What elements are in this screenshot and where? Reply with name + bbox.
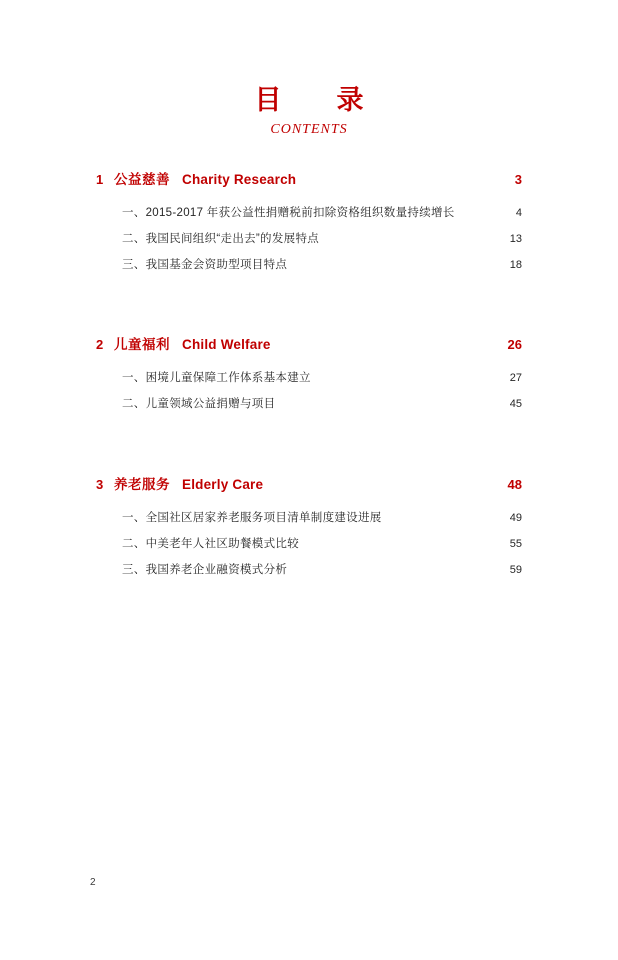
toc-chapter-entry[interactable] [96,465,522,499]
section-label: 一、全国社区居家养老服务项目清单制度建设进展 [122,511,382,524]
toc-section-entry[interactable] [96,531,522,557]
chapter-title-en: Charity Research [182,171,297,187]
page-title: 目 录 [254,85,378,115]
toc-section-entry[interactable] [96,391,522,417]
toc-chapter-entry[interactable] [96,160,522,194]
toc-section-entry[interactable] [96,252,522,278]
toc-chapter [96,325,522,417]
chapter-title-cn: 儿童福利 [114,336,170,352]
section-label: 三、我国基金会资助型项目特点 [122,258,288,271]
section-page-number: 45 [509,397,522,410]
section-page-number: 18 [509,258,522,271]
chapter-number: 2 [96,336,104,352]
chapter-number: 3 [96,476,104,492]
chapter-sections [96,365,522,417]
chapter-title-en: Child Welfare [182,336,271,352]
toc-chapter [96,465,522,583]
section-label: 一、困境儿童保障工作体系基本建立 [122,371,311,384]
chapter-sections [96,200,522,278]
section-label: 一、2015-2017 年获公益性捐赠税前扣除资格组织数量持续增长 [122,206,455,219]
chapter-number: 1 [96,171,104,187]
toc-section-entry[interactable] [96,557,522,583]
section-label: 二、我国民间组织“走出去”的发展特点 [122,232,320,245]
chapter-title-cn: 养老服务 [114,476,170,492]
chapter-page-number: 3 [514,171,522,187]
toc-section-entry[interactable] [96,505,522,531]
table-of-contents [96,160,522,583]
section-page-number: 13 [509,232,522,245]
section-label: 二、儿童领域公益捐赠与项目 [122,397,276,410]
document-page [0,86,618,960]
section-spacer [96,278,522,325]
toc-chapter-entry[interactable] [96,325,522,359]
chapter-page-number: 26 [507,336,522,352]
toc-section-entry[interactable] [96,365,522,391]
chapter-title-cn: 公益慈善 [114,171,170,187]
page-footer-number: 2 [90,877,96,888]
page-subtitle: CONTENTS [270,121,348,137]
section-page-number: 55 [509,537,522,550]
chapter-page-number: 48 [507,476,522,492]
section-page-number: 59 [509,563,522,576]
section-page-number: 27 [509,371,522,384]
toc-section-entry[interactable] [96,200,522,226]
toc-section-entry[interactable] [96,226,522,252]
section-label: 三、我国养老企业融资模式分析 [122,563,288,576]
section-page-number: 4 [515,206,522,219]
toc-chapter [96,160,522,278]
section-label: 二、中美老年人社区助餐模式比较 [122,537,299,550]
chapter-title-en: Elderly Care [182,476,264,492]
chapter-sections [96,505,522,583]
section-spacer [96,417,522,465]
section-page-number: 49 [509,511,522,524]
